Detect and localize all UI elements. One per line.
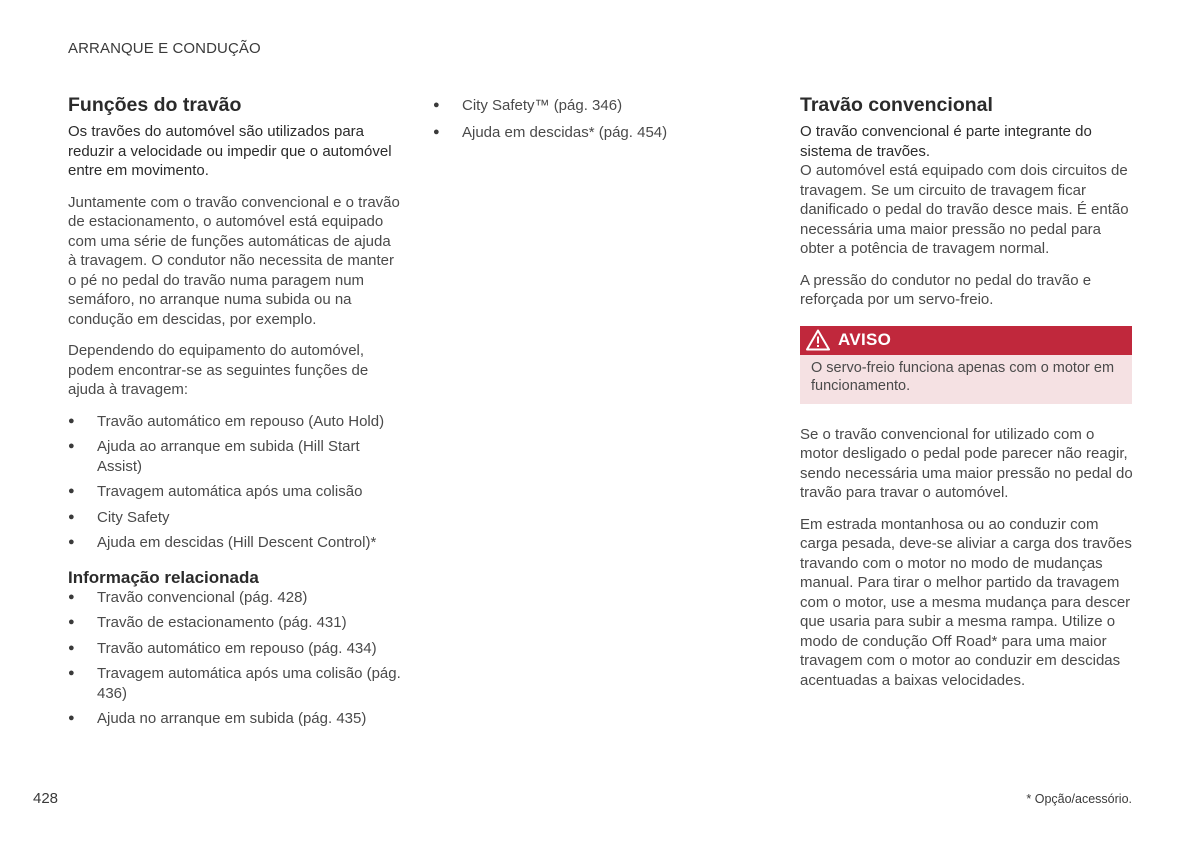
list-item: ● Travagem automática após uma colisão xyxy=(68,482,401,502)
warning-text: O servo-freio funciona apenas com o motor em funcionamento. xyxy=(800,355,1132,404)
related-info-list xyxy=(68,588,401,729)
related-link[interactable]: ● City Safety™ (pág. 346) xyxy=(433,96,683,116)
related-info-list-continued xyxy=(433,96,683,142)
related-link[interactable]: ● Travão automático em repouso (pág. 434) xyxy=(68,639,401,659)
list-item: ● City Safety xyxy=(68,508,401,528)
body-paragraph: O automóvel está equipado com dois circuitos de travagem. Se um circuito de travagem ficar danificado o pedal do travão desce mais. É então necessária uma maior pressão no pedal para obter a potência de travagem normal. xyxy=(800,162,1129,257)
intro-text: O travão convencional é parte integrante do sistema de travões. xyxy=(800,123,1092,160)
body-paragraph: Juntamente com o travão convencional e o travão de estacionamento, o automóvel está equipado com uma série de funções automáticas de ajuda à travagem. O condutor não necessita de manter o pé no pedal do travão numa paragem num semáforo, no arranque numa subida ou na condução em descidas, por exemplo. xyxy=(68,193,400,328)
related-link[interactable]: ● Ajuda em descidas* (pág. 454) xyxy=(433,123,683,143)
section-heading-brake-functions: Funções do travão xyxy=(68,94,242,116)
related-link[interactable]: ● Travão convencional (pág. 428) xyxy=(68,588,401,608)
column-right xyxy=(800,93,1133,702)
related-link[interactable]: ● Ajuda no arranque em subida (pág. 435) xyxy=(68,709,401,729)
column-left xyxy=(68,93,401,735)
list-item: ● Travão automático em repouso (Auto Hold) xyxy=(68,412,401,432)
section-heading-conventional-brake: Travão convencional xyxy=(800,94,993,116)
brake-functions-list xyxy=(68,412,401,553)
related-link[interactable]: ● Travão de estacionamento (pág. 431) xyxy=(68,613,401,633)
list-item: ● Ajuda em descidas (Hill Descent Control)* xyxy=(68,533,401,553)
warning-header xyxy=(800,326,1132,355)
warning-box xyxy=(800,326,1132,404)
body-paragraph: Dependendo do equipamento do automóvel, podem encontrar-se as seguintes funções de ajuda à travagem: xyxy=(68,342,369,398)
list-item: ● Ajuda ao arranque em subida (Hill Start Assist) xyxy=(68,437,401,476)
related-info-heading: Informação relacionada xyxy=(68,567,259,587)
footnote: * Opção/acessório. xyxy=(1026,792,1132,806)
column-middle xyxy=(433,96,683,149)
running-header: ARRANQUE E CONDUÇÃO xyxy=(68,40,261,57)
related-link[interactable]: ● Travagem automática após uma colisão (pág. 436) xyxy=(68,664,401,703)
body-paragraph: Em estrada montanhosa ou ao conduzir com carga pesada, deve-se aliviar a carga dos travões travando com o motor no modo de mudanças manual. Para tirar o melhor partido da travagem com o motor, use a mesma mudança para descer que usaria para subir a mesma rampa. Utilize o modo de condução Off Road* para uma maior travagem com o motor ao conduzir em descidas acentuadas a baixas velocidades. xyxy=(800,515,1132,689)
warning-title: AVISO xyxy=(838,330,892,350)
body-paragraph: Se o travão convencional for utilizado com o motor desligado o pedal pode parecer não reagir, sendo necessária uma maior pressão no pedal do travão para travar o automóvel. xyxy=(800,425,1133,501)
page-number: 428 xyxy=(33,790,59,807)
intro-text: Os travões do automóvel são utilizados para reduzir a velocidade ou impedir que o automóvel entre em movimento. xyxy=(68,123,392,179)
warning-triangle-icon xyxy=(806,329,830,351)
body-paragraph: A pressão do condutor no pedal do travão e reforçada por um servo-freio. xyxy=(800,271,1092,308)
